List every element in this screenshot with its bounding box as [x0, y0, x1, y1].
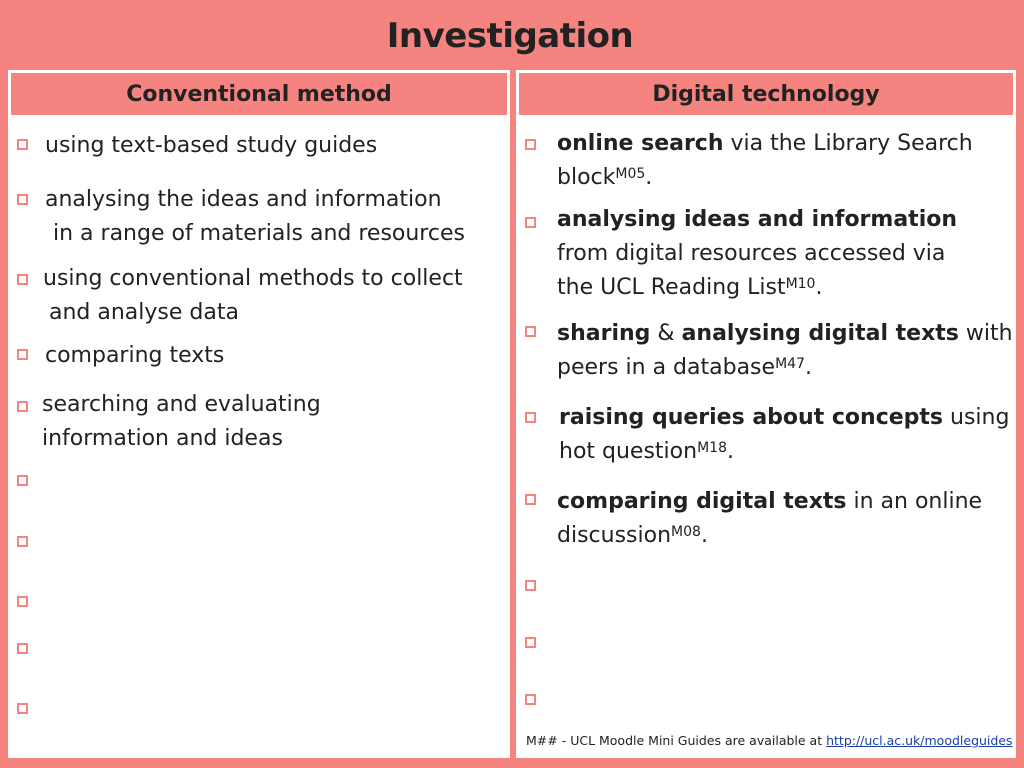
list-item: [557, 127, 973, 161]
item-text: block: [557, 165, 616, 190]
checkbox-icon[interactable]: [525, 694, 536, 705]
list-item-continued: in a range of materials and resources: [53, 221, 465, 246]
item-text: via the Library Search: [723, 131, 973, 156]
digital-technology-panel: [516, 70, 1016, 758]
checkbox-icon[interactable]: [17, 194, 28, 205]
list-item: [557, 317, 1013, 351]
list-item: using conventional methods to collect: [43, 266, 463, 291]
checkbox-icon[interactable]: [17, 475, 28, 486]
conventional-method-header-label: Conventional method: [126, 81, 392, 107]
checkbox-icon[interactable]: [17, 703, 28, 714]
digital-technology-header-label: Digital technology: [652, 81, 880, 107]
conventional-method-panel: [8, 70, 510, 758]
checkbox-icon[interactable]: [17, 401, 28, 412]
checkbox-icon[interactable]: [525, 412, 536, 423]
checkbox-icon[interactable]: [525, 494, 536, 505]
item-punct: .: [645, 165, 653, 190]
item-text: using: [943, 405, 1010, 430]
checkbox-icon[interactable]: [17, 349, 28, 360]
list-item: [557, 203, 957, 237]
item-text: peers in a database: [557, 355, 776, 380]
item-bold: raising queries about concepts: [559, 405, 944, 430]
checkbox-icon[interactable]: [17, 596, 28, 607]
list-item: searching and evaluating: [42, 392, 321, 417]
item-punct: .: [804, 355, 812, 380]
checkbox-icon[interactable]: [525, 139, 536, 150]
checkbox-icon[interactable]: [17, 139, 28, 150]
moodle-guides-link[interactable]: http://ucl.ac.uk/moodleguides: [826, 733, 1013, 748]
list-item-continued: [557, 351, 812, 385]
checkbox-icon[interactable]: [525, 637, 536, 648]
list-item-continued: [557, 161, 652, 195]
guide-ref: M47: [775, 356, 805, 372]
conventional-method-header: [11, 73, 507, 115]
guide-ref: M05: [615, 166, 646, 182]
item-bold: analysing digital texts: [681, 321, 959, 346]
guide-ref: M08: [671, 524, 701, 540]
item-text: discussion: [557, 523, 672, 548]
page-title: Investigation: [386, 16, 634, 56]
footer-note: [526, 733, 1013, 748]
item-text: hot question: [559, 439, 698, 464]
item-punct: .: [726, 439, 734, 464]
guide-ref: M18: [697, 440, 727, 456]
list-item-continued: [557, 271, 822, 305]
list-item-continued: from digital resources accessed via: [557, 241, 946, 266]
checkbox-icon[interactable]: [17, 536, 28, 547]
footer-text: M## - UCL Moodle Mini Guides are available at: [526, 733, 827, 748]
list-item-continued: [559, 435, 734, 469]
list-item-continued: information and ideas: [42, 426, 283, 451]
item-bold: online search: [557, 131, 724, 156]
list-item: using text-based study guides: [45, 133, 378, 158]
item-text: &: [650, 321, 682, 346]
item-bold: sharing: [557, 321, 651, 346]
list-item: comparing texts: [45, 343, 225, 368]
item-text: the UCL Reading List: [557, 275, 786, 300]
checkbox-icon[interactable]: [525, 326, 536, 337]
item-text: with: [958, 321, 1013, 346]
list-item-continued: and analyse data: [49, 300, 239, 325]
list-item: analysing the ideas and information: [45, 187, 442, 212]
item-text: in an online: [846, 489, 983, 514]
item-bold: analysing ideas and information: [557, 207, 958, 232]
digital-technology-header: [519, 73, 1013, 115]
checkbox-icon[interactable]: [17, 274, 28, 285]
item-punct: .: [700, 523, 708, 548]
checkbox-icon[interactable]: [17, 643, 28, 654]
item-bold: comparing digital texts: [557, 489, 847, 514]
list-item: [559, 401, 1009, 435]
checkbox-icon[interactable]: [525, 580, 536, 591]
list-item-continued: [557, 519, 708, 553]
guide-ref: M10: [785, 276, 816, 292]
item-punct: .: [815, 275, 823, 300]
checkbox-icon[interactable]: [525, 217, 536, 228]
list-item: [557, 485, 982, 519]
